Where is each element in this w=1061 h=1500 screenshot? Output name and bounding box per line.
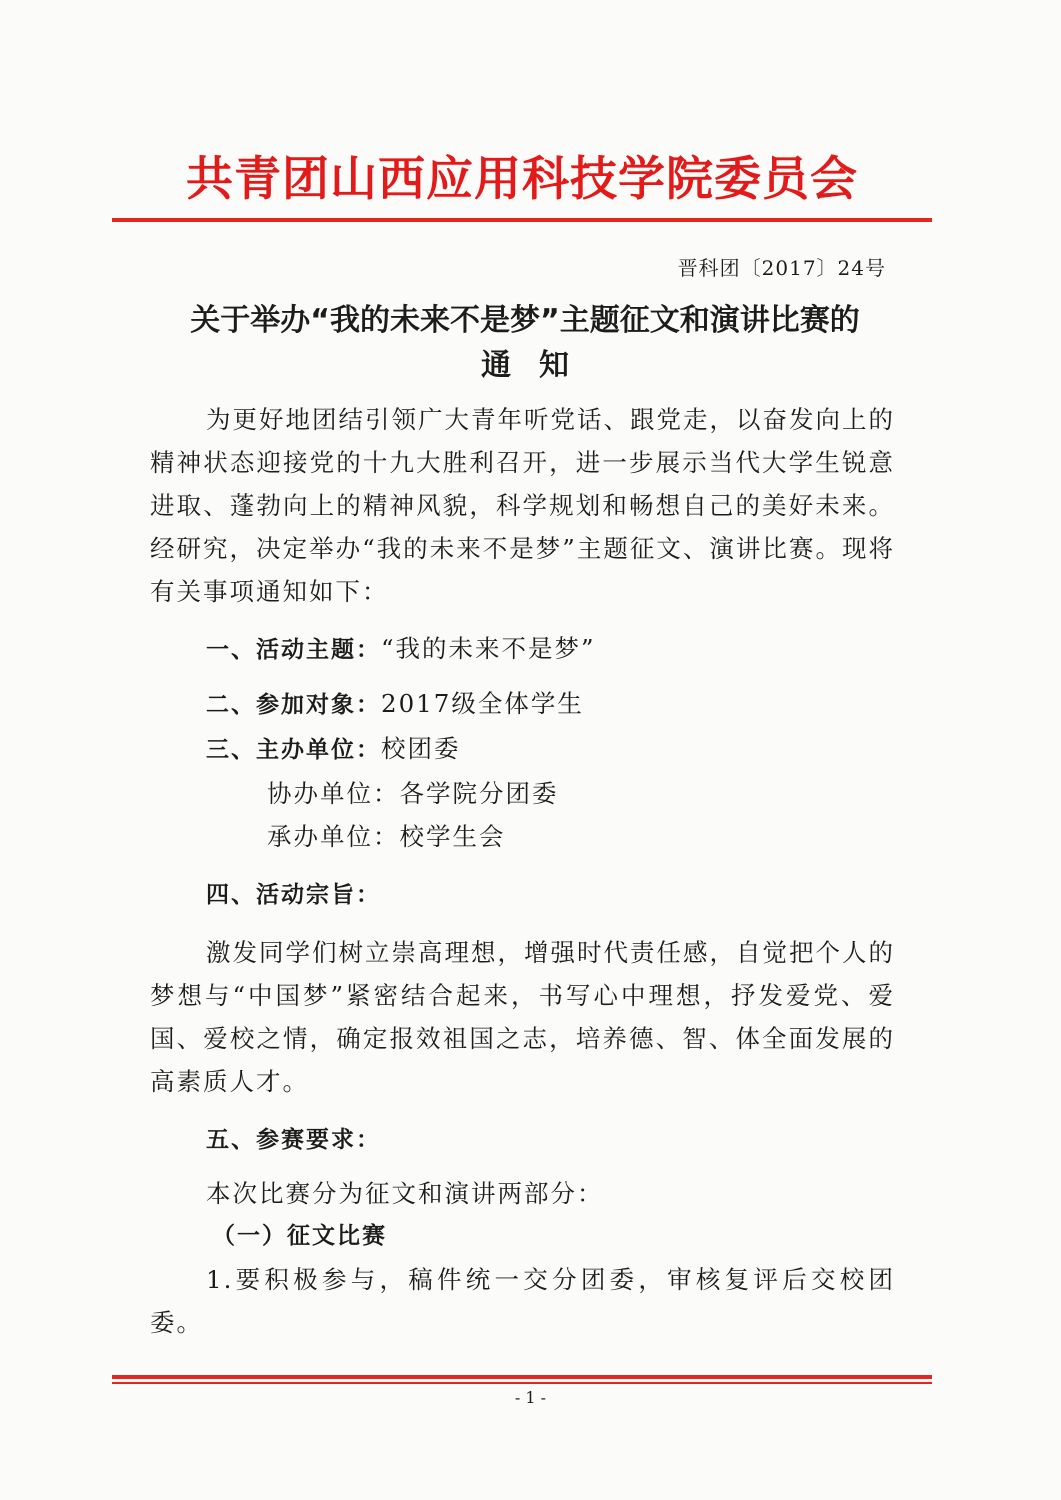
section-participants	[150, 682, 895, 727]
footer-red-rule-thin	[112, 1382, 932, 1384]
purpose-paragraph: 激发同学们树立崇高理想，增强时代责任感，自觉把个人的梦想与“中国梦”紧密结合起来，书写心中理想，抒发爱党、爱国、爱校之情，确定报效祖国之志，培养德、智、体全面发展的高素质人才。	[150, 938, 895, 1096]
section-participants-value: 2017级全体学生	[381, 689, 584, 718]
requirements-intro: 本次比赛分为征文和演讲两部分：	[206, 1179, 604, 1208]
header-red-rule	[112, 218, 932, 222]
requirement-item-1: 1.要积极参与，稿件统一交分团委，审核复评后交校团委。	[150, 1265, 895, 1337]
document-number: 晋科团〔2017〕24号	[677, 256, 886, 280]
essay-contest-heading: （一）征文比赛	[212, 1223, 387, 1249]
section-purpose	[150, 872, 895, 917]
title-line-2: 通知	[481, 348, 597, 383]
section-organizer-value: 校团委	[381, 734, 461, 763]
undertaker-value: 校学生会	[399, 822, 506, 851]
section-theme	[150, 627, 895, 672]
notice-body	[150, 398, 895, 1344]
section-organizer	[150, 727, 895, 772]
undertaker-label: 承办单位：	[267, 822, 400, 851]
co-organizer-value: 各学院分团委	[399, 779, 559, 808]
undertaker-line	[150, 815, 895, 858]
section-purpose-label: 四、活动宗旨：	[206, 882, 381, 908]
title-line-1: 关于举办“我的未来不是梦”主题征文和演讲比赛的	[190, 303, 860, 338]
section-theme-label: 一、活动主题：	[206, 637, 381, 663]
section-theme-value: “我的未来不是梦”	[381, 634, 596, 663]
co-organizer-line	[150, 772, 895, 815]
section-organizer-label: 三、主办单位：	[206, 737, 381, 763]
section-participants-label: 二、参加对象：	[206, 692, 381, 718]
co-organizer-label: 协办单位：	[267, 779, 400, 808]
section-requirements-label: 五、参赛要求：	[206, 1127, 381, 1153]
notice-title	[140, 298, 910, 388]
intro-paragraph: 为更好地团结引领广大青年听党话、跟党走，以奋发向上的精神状态迎接党的十九大胜利召开，进一步展示当代大学生锐意进取、蓬勃向上的精神风貌，科学规划和畅想自己的美好未来。经研究，决定举办“我的未来不是梦”主题征文、演讲比赛。现将有关事项通知如下：	[150, 405, 895, 606]
page-number: - 1 -	[514, 1388, 547, 1407]
section-requirements	[150, 1117, 895, 1162]
footer-red-rule	[112, 1375, 932, 1379]
issuing-organization-header: 共青团山西应用科技学院委员会	[186, 152, 858, 207]
